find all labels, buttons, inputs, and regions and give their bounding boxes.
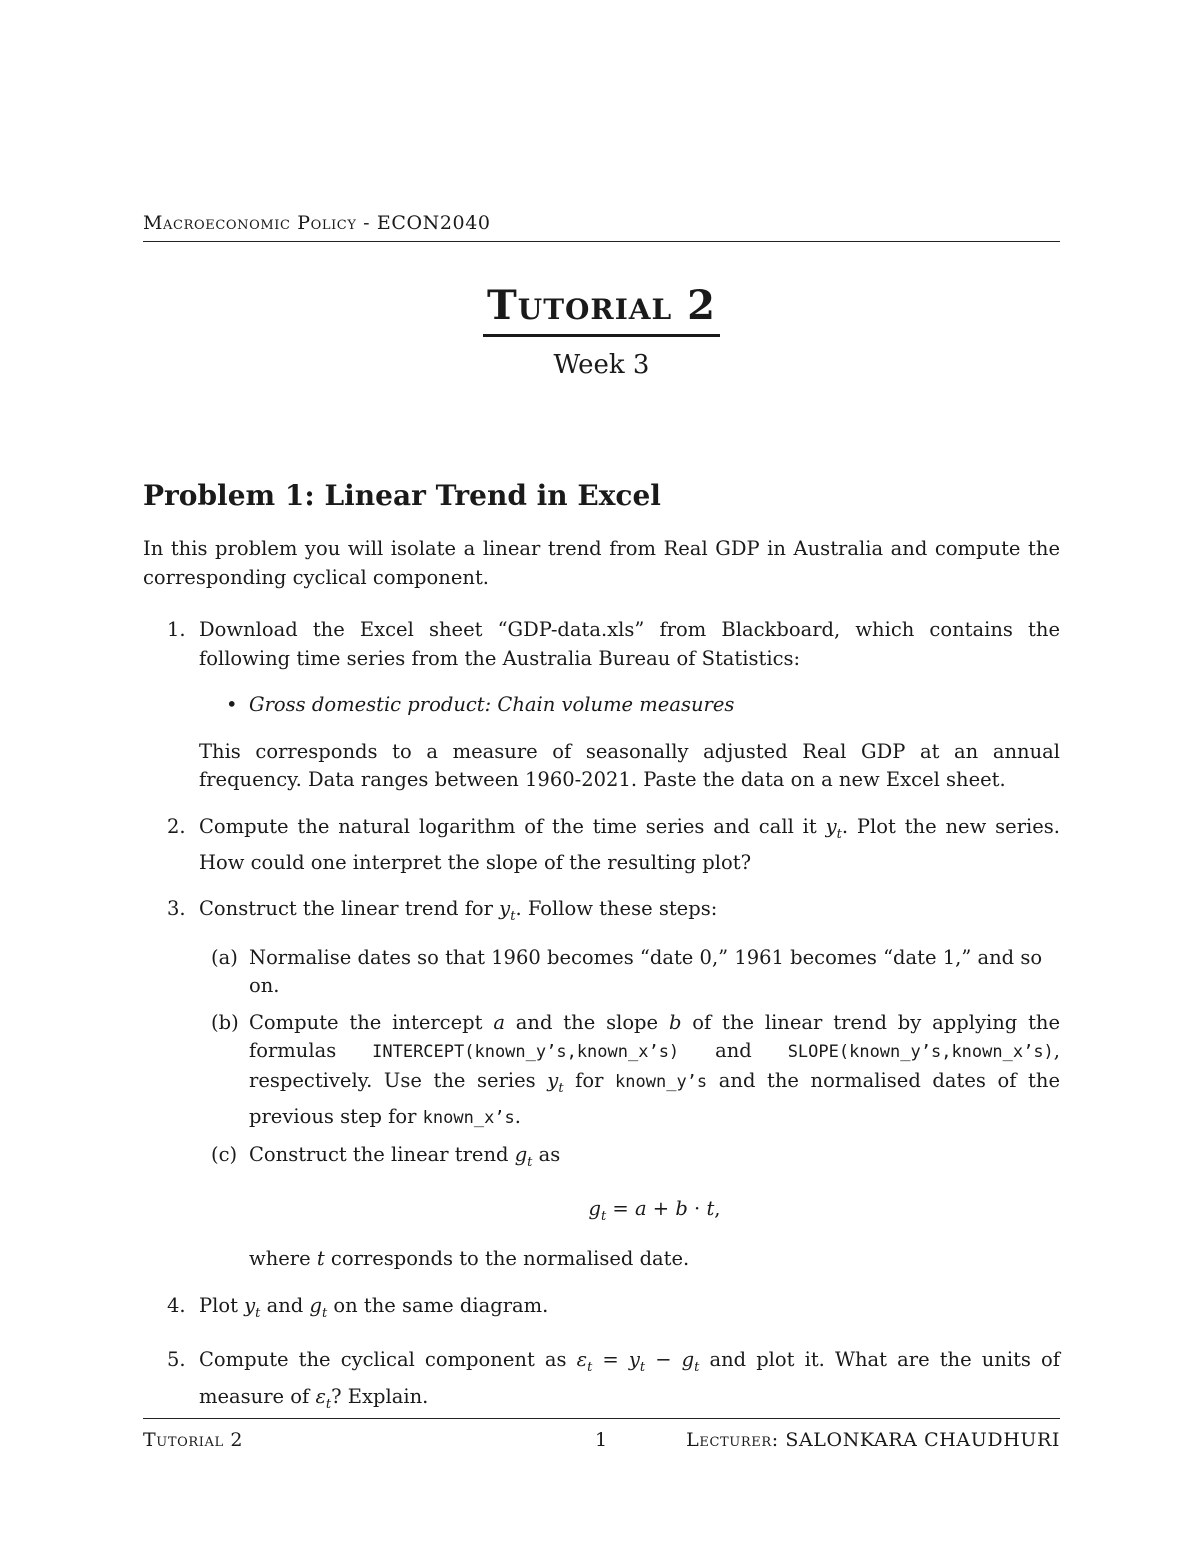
running-header	[143, 209, 1060, 242]
task-number: 1.	[167, 618, 186, 641]
course-name: Macroeconomic Policy	[143, 212, 357, 234]
problem-heading: Problem 1: Linear Trend in Excel	[143, 479, 661, 512]
series-list	[199, 691, 1060, 720]
task-number: 2.	[167, 814, 186, 838]
problem-body	[143, 535, 1060, 1437]
formula-intercept: INTERCEPT(known_y’s,known_x’s)	[372, 1042, 680, 1063]
known-x-code: known_x’s	[422, 1108, 515, 1129]
math-g-t: $g_t$	[514, 1142, 533, 1170]
subtask-list	[199, 944, 1060, 1274]
math-y-t: $y_t$	[825, 814, 842, 842]
math-t: t	[316, 1247, 325, 1271]
subtask-c: (c) Construct the linear trend $g_t$ as $g_t = a + b \cdot t$, where t corresponds to the normalised date.	[199, 1141, 1060, 1274]
subtask-b	[199, 1009, 1060, 1133]
formula-slope: SLOPE(known_y’s,known_x’s)	[787, 1042, 1054, 1063]
math-y-t: $y_t$	[547, 1068, 564, 1096]
task-number: 4.	[167, 1293, 186, 1317]
subtask-label: (a)	[211, 945, 238, 969]
task-number: 5.	[167, 1348, 186, 1372]
task-list	[143, 616, 1060, 1419]
document-page	[143, 0, 1060, 1553]
page-footer	[143, 1418, 1060, 1451]
subtask-text: Normalise dates so that 1960 becomes “date 0,” 1961 becomes “date 1,” and so on.	[249, 945, 1043, 998]
task-text: Compute the natural logarithm of the time series and call it $y_t$. Plot the new series. How could one interpret the slope of the resulting plot?	[199, 814, 1060, 874]
week-label: Week 3	[553, 350, 650, 380]
course-code: ECON2040	[376, 212, 491, 234]
footer-lecturer: Lecturer: SALONKARA CHAUDHURI	[686, 1429, 1060, 1451]
tutorial-title: Tutorial 2	[483, 282, 720, 337]
task-number: 3.	[167, 897, 186, 921]
task-item-3	[143, 895, 1060, 1274]
task-item-4	[143, 1292, 1060, 1328]
task-text: Download the Excel sheet “GDP-data.xls” from Blackboard, which contains the following time series from the Australia Bureau of Statistics:	[199, 618, 1060, 670]
math-y-t: $y_t$	[499, 897, 516, 925]
page-number: 1	[595, 1429, 608, 1451]
known-y-code: known_y’s	[615, 1071, 708, 1092]
task-text: Compute the cyclical component as $\varepsilon_t = y_t - g_t$ and plot it. What are the units of measure of $\varepsilon_t$? Explain.	[199, 1348, 1060, 1412]
math-cycle-equation: $\varepsilon_t = y_t - g_t$	[576, 1348, 700, 1376]
subtask-text: Compute the intercept a and the slope b of the linear trend by applying the formulas INTERCEPT(known_y’s,known_x’s) and SLOPE(known_y’s,known_x’s), respectively. Use the series $y_t$ for known_y’s and the normalised dates of the previous step for known_x’s.	[249, 1010, 1061, 1129]
task-followup: This corresponds to a measure of seasonally adjusted Real GDP at an annual frequency. Data ranges between 1960-2021. Paste the data on a new Excel sheet.	[199, 739, 1060, 791]
title-block	[143, 282, 1060, 381]
task-item-2	[143, 813, 1060, 878]
math-y-t: $y_t$	[244, 1293, 261, 1321]
task-item-5	[143, 1346, 1060, 1419]
trend-equation: $g_t = a + b \cdot t$,	[588, 1197, 721, 1224]
series-name: Gross domestic product: Chain volume measures	[249, 693, 735, 716]
task-text: Plot $y_t$ and $g_t$ on the same diagram.	[199, 1293, 549, 1321]
math-g-t: $g_t$	[309, 1293, 328, 1321]
subtask-label: (b)	[211, 1010, 239, 1034]
footer-title: Tutorial 2	[143, 1429, 244, 1451]
task-item-1	[143, 616, 1060, 795]
header-separator: -	[356, 212, 377, 234]
subtask-label: (c)	[211, 1142, 238, 1166]
problem-intro: In this problem you will isolate a linear trend from Real GDP in Australia and compute the corresponding cyclical component.	[143, 537, 1060, 589]
math-b: b	[668, 1010, 682, 1034]
task-text: Construct the linear trend for $y_t$. Follow these steps:	[199, 897, 718, 925]
subtask-a	[199, 944, 1060, 1001]
bullet-icon: •	[226, 693, 238, 716]
equation-note: where t corresponds to the normalised date.	[249, 1247, 690, 1271]
series-item	[199, 691, 1060, 720]
math-a: a	[493, 1010, 505, 1034]
math-epsilon-t: $\varepsilon_t$	[315, 1384, 332, 1412]
